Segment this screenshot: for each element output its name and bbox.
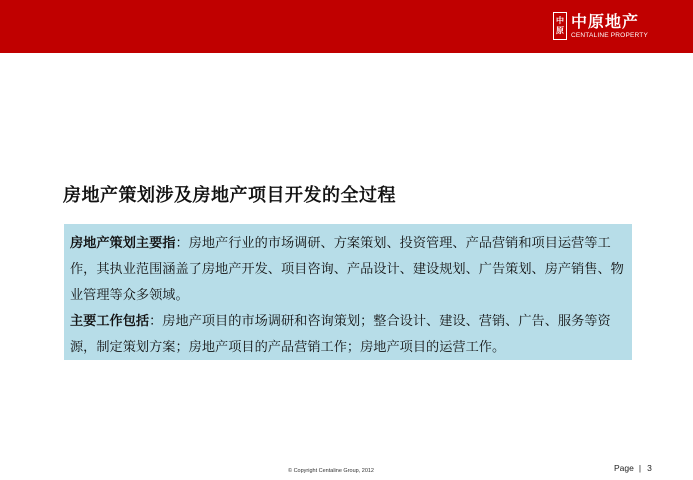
logo-seal-icon bbox=[553, 12, 567, 40]
logo-seal-top: 中 bbox=[555, 16, 564, 25]
page-label: Page bbox=[614, 463, 634, 473]
paragraph-definition bbox=[70, 231, 626, 309]
paragraph-work-scope bbox=[70, 309, 626, 361]
page-separator: | bbox=[638, 463, 642, 473]
logo-name-en: CENTALINE PROPERTY bbox=[570, 31, 648, 39]
logo-text bbox=[571, 13, 648, 40]
logo-name-cn: 中原地产 bbox=[570, 11, 639, 31]
paragraph-text: ：房地产行业的市场调研、方案策划、投资管理、产品营销和项目运营等工作，其执业范围涵盖了房地产开发、项目咨询、产品设计、建设规划、广告策划、房产销售、物业管理等众多领域。 bbox=[70, 236, 624, 303]
logo-seal-bottom: 原 bbox=[555, 26, 564, 35]
page-number: 3 bbox=[647, 463, 652, 473]
header-bar bbox=[0, 0, 693, 53]
paragraph-label: 房地产策划主要指 bbox=[70, 236, 176, 251]
content-box bbox=[64, 224, 632, 360]
paragraph-text: ：房地产项目的市场调研和咨询策划；整合设计、建设、营销、广告、服务等资源，制定策划方案；房地产项目的产品营销工作；房地产项目的运营工作。 bbox=[70, 314, 611, 355]
copyright-text: © Copyright Centaline Group, 2012 bbox=[288, 468, 374, 474]
centaline-logo bbox=[553, 9, 648, 43]
page-indicator bbox=[614, 463, 652, 473]
paragraph-label: 主要工作包括 bbox=[70, 314, 150, 329]
page-title: 房地产策划涉及房地产项目开发的全过程 bbox=[63, 185, 396, 206]
